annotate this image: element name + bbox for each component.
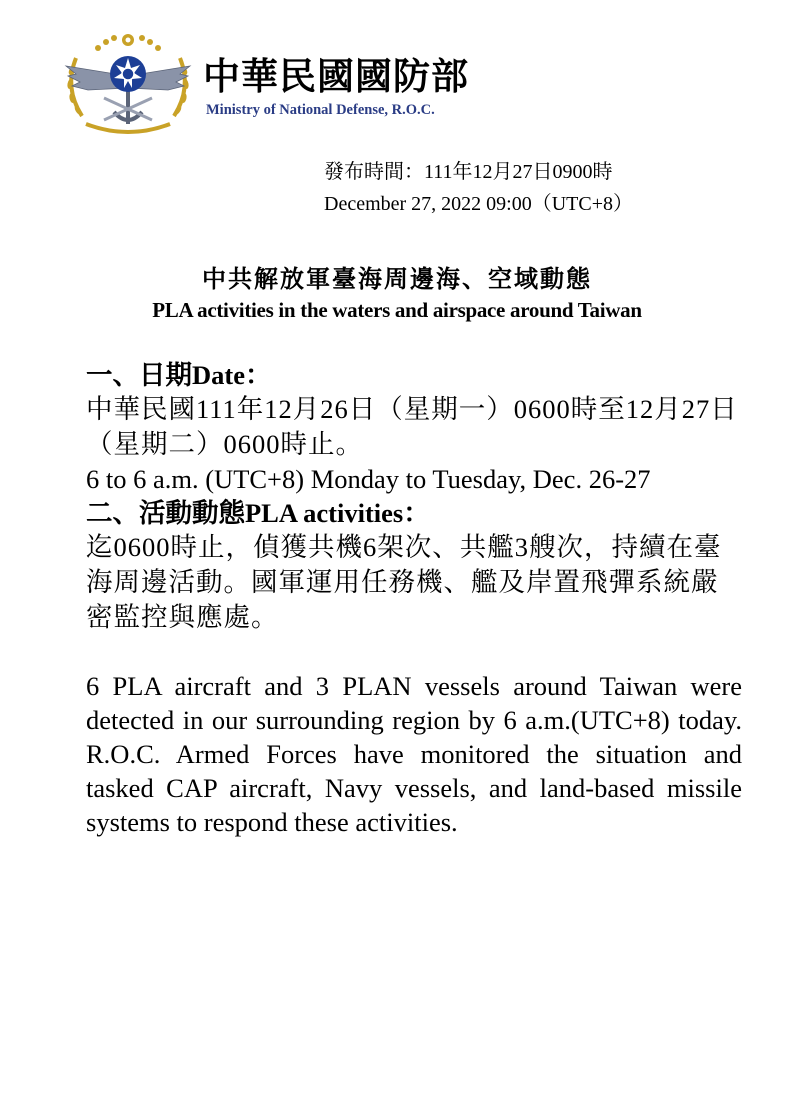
ministry-name-zh: 中華民國國防部 (203, 55, 469, 98)
section-activities-zh: 迄0600時止，偵獲共機6架次、共艦3艘次，持續在臺海周邊活動。國軍運用任務機、艦及岸置飛彈系統嚴密監控與應處。 (86, 532, 722, 632)
paragraph-spacer (86, 635, 742, 669)
release-time-zh: 發布時間：111年12月27日0900時 (324, 161, 613, 183)
page-title-zh: 中共解放軍臺海周邊海、空域動態 (202, 264, 592, 293)
section-date-heading: 一、日期Date： (86, 360, 272, 390)
section-activities-heading: 二、活動動態PLA activities： (86, 498, 430, 528)
ministry-name-en: Ministry of National Defense, R.O.C. (206, 102, 435, 118)
section-date-en: 6 to 6 a.m. (UTC+8) Monday to Tuesday, Dec. 26-27 (86, 464, 651, 494)
page-title-en: PLA activities in the waters and airspace around Taiwan (152, 298, 642, 322)
release-time (324, 156, 633, 220)
section-date-zh: 中華民國111年12月26日（星期一）0600時至12月27日（星期二）0600時止。 (86, 394, 738, 459)
document-body (86, 358, 742, 839)
release-time-en: December 27, 2022 09:00（UTC+8） (324, 193, 634, 215)
mnd-emblem-icon (58, 28, 198, 140)
section-activities-en: 6 PLA aircraft and 3 PLAN vessels around Taiwan were detected in our surrounding region by 6 a.m.(UTC+8) today. R.O.C. Armed Forces have monitored the situation and tasked CAP aircraft, Navy vessels, and land-based missile systems to respond these activities. (86, 671, 742, 837)
